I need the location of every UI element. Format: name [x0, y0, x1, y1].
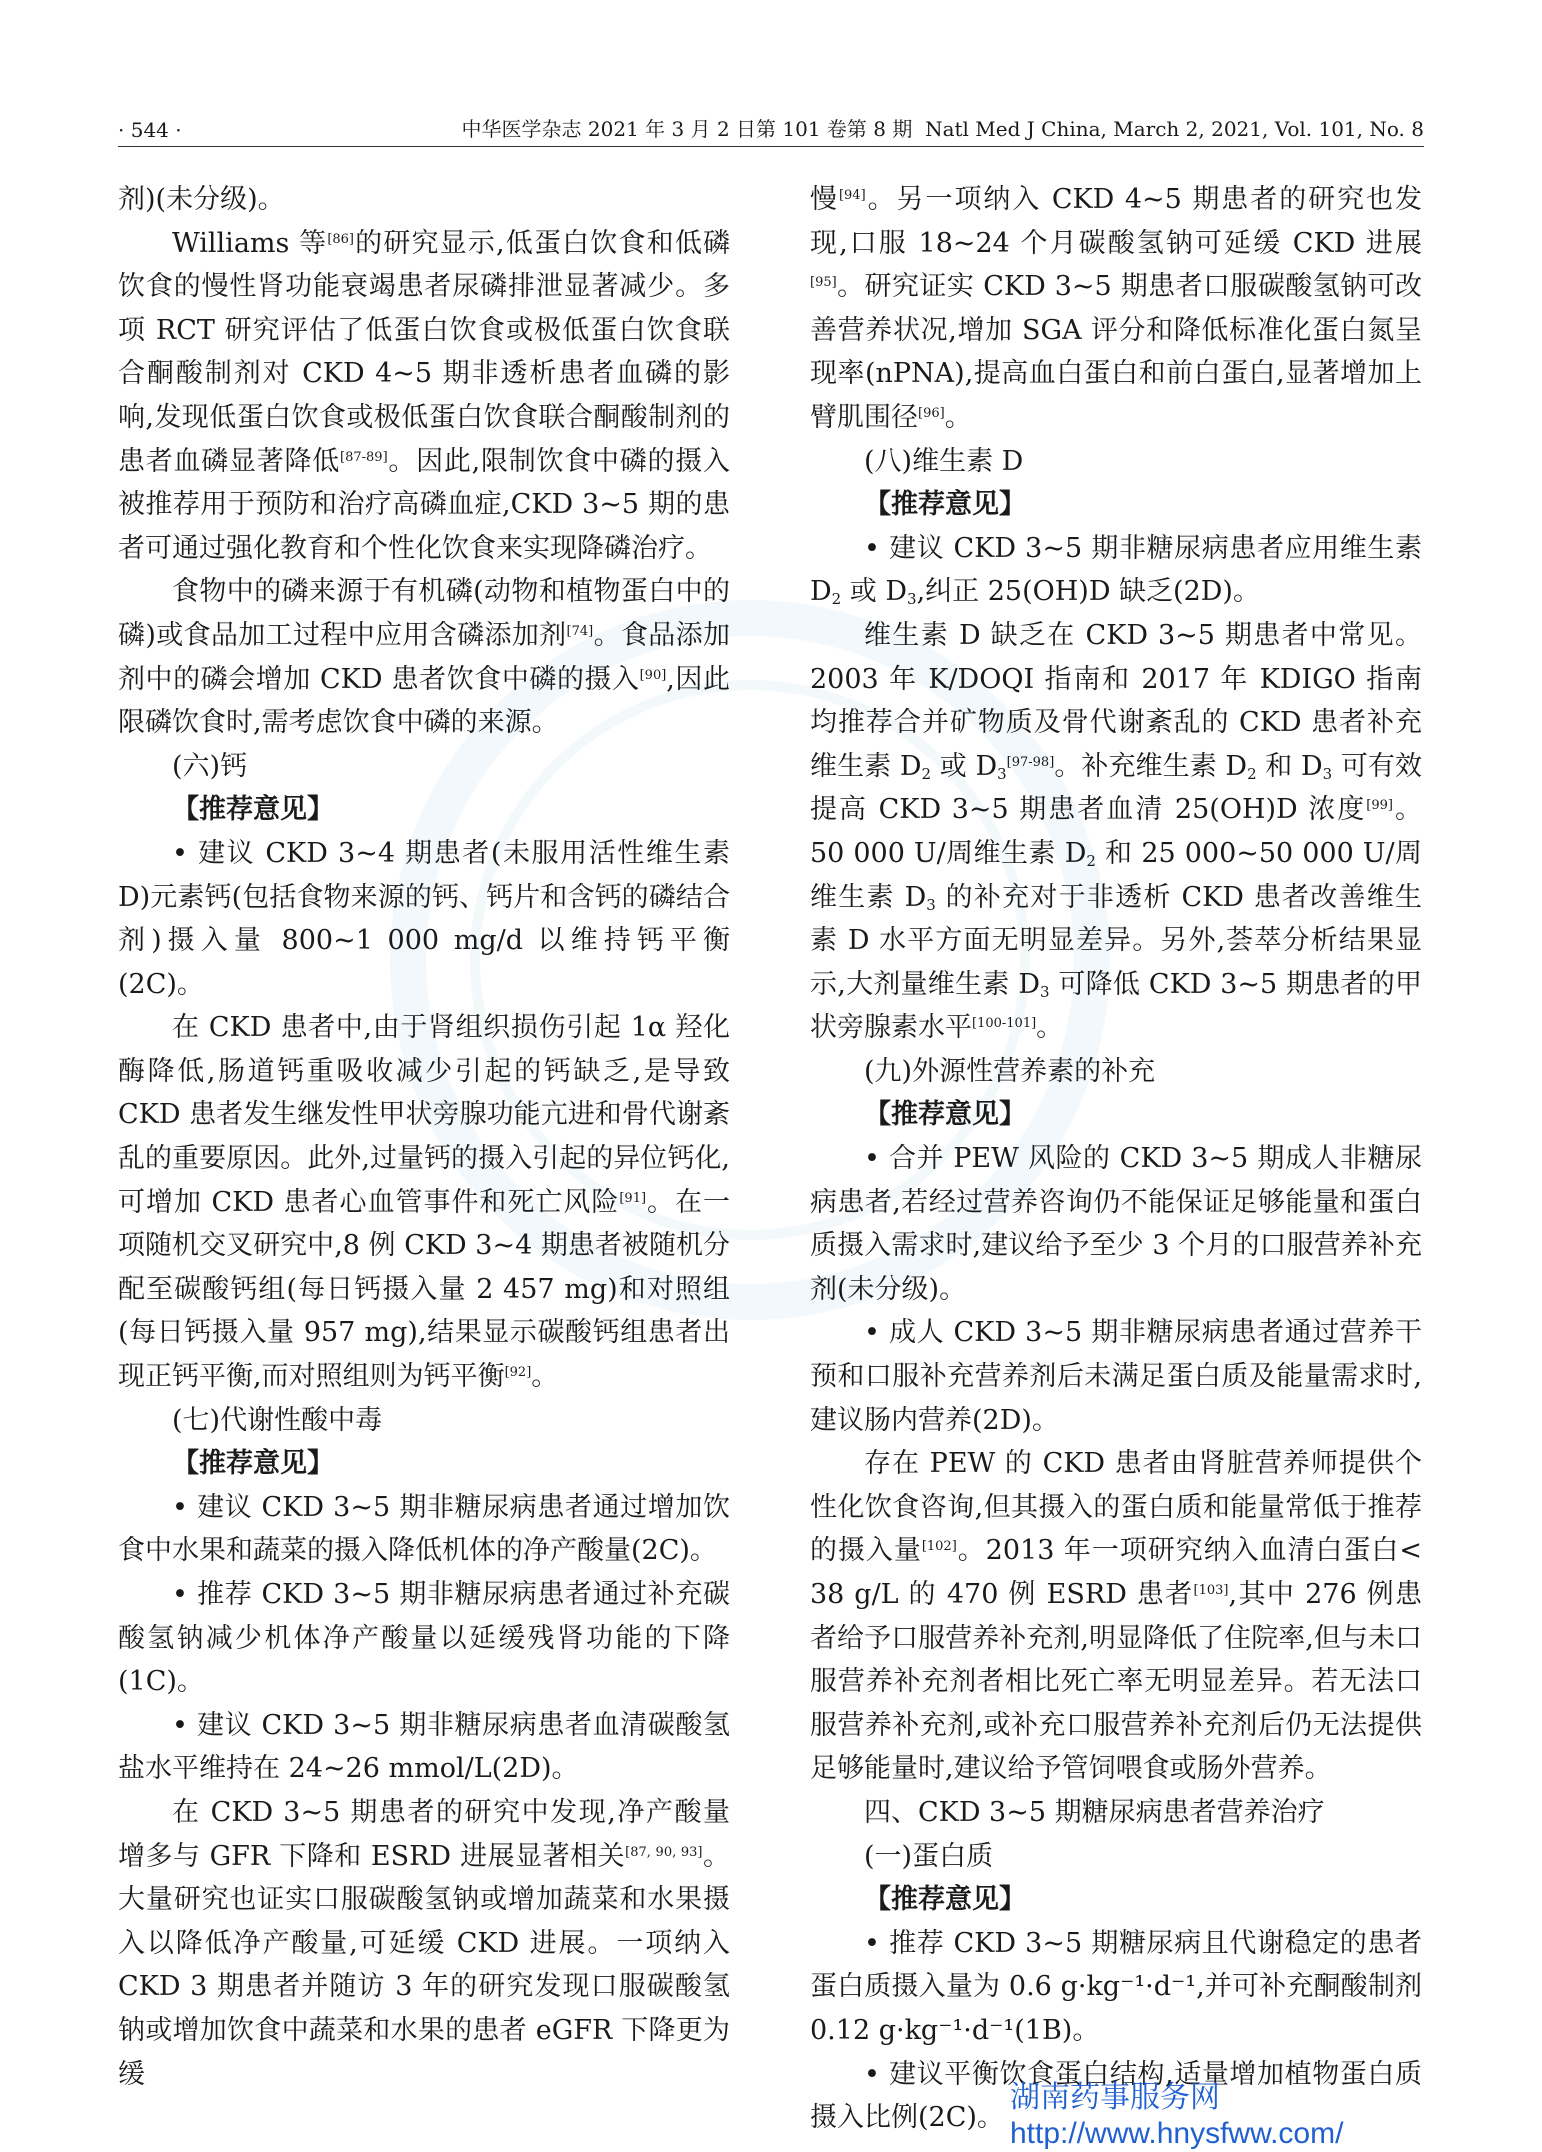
recommendation: • 建议平衡饮食蛋白结构,适量增加植物蛋白质摄入比例(2C)。 [810, 2058, 1422, 2134]
paragraph: 食物中的磷来源于有机磷(动物和植物蛋白中的磷)或食品加工过程中应用含磷添加剂[74]。食品添加剂中的磷会增加 CKD 患者饮食中磷的摄入[90],因此限磷饮食时,需考虑饮食中磷的来源。 [118, 576, 730, 739]
left-column [118, 178, 730, 2096]
recommendation: • 建议 CKD 3~5 期非糖尿病患者通过增加饮食中水果和蔬菜的摄入降低机体的净产酸量(2C)。 [118, 1491, 730, 1567]
site-url[interactable]: http://www.hnysfww.com/ [1010, 2117, 1344, 2150]
paragraph: Williams 等[86]的研究显示,低蛋白饮食和低磷饮食的慢性肾功能衰竭患者尿磷排泄显著减少。多项 RCT 研究评估了低蛋白饮食或极低蛋白饮食联合酮酸制剂对 CKD 4~5 期非透析患者血磷的影响,发现低蛋白饮食或极低蛋白饮食联合酮酸制剂的患者血磷显著降低[87-89]。因此,限制饮食中磷的摄入被推荐用于预防和治疗高磷血症,CKD 3~5 期的患者可通过强化教育和个性化饮食来实现降磷治疗。 [118, 227, 730, 564]
journal-citation: 中华医学杂志 2021 年 3 月 2 日第 101 卷第 8 期 Natl Med J China, March 2, 2021, Vol. 101, No. 8 [461, 117, 1424, 141]
footer-website[interactable] [1010, 2080, 1343, 2152]
site-name: 湖南药事服务网 [1010, 2081, 1220, 2114]
section-heading: (七)代谢性酸中毒 [172, 1404, 383, 1436]
recommendation-label: 【推荐意见】 [864, 489, 1026, 521]
header-rule [118, 146, 1424, 147]
recommendation: • 推荐 CKD 3~5 期糖尿病且代谢稳定的患者蛋白质摄入量为 0.6 g·kg⁻¹·d⁻¹,并可补充酮酸制剂 0.12 g·kg⁻¹·d⁻¹(1B)。 [810, 1927, 1422, 2046]
recommendation: • 合并 PEW 风险的 CKD 3~5 期成人非糖尿病患者,若经过营养咨询仍不能保证足够能量和蛋白质摄入需求时,建议给予至少 3 个月的口服营养补充剂(未分级)。 [810, 1143, 1422, 1305]
recommendation: • 建议 CKD 3~5 期非糖尿病患者血清碳酸氢盐水平维持在 24~26 mmol/L(2D)。 [118, 1709, 730, 1785]
recommendation: • 成人 CKD 3~5 期非糖尿病患者通过营养干预和口服补充营养剂后未满足蛋白质及能量需求时,建议肠内营养(2D)。 [810, 1317, 1422, 1436]
section-heading: (八)维生素 D [864, 445, 1024, 477]
recommendation: • 建议 CKD 3~4 期患者(未服用活性维生素 D)元素钙(包括食物来源的钙、钙片和含钙的磷结合剂)摄入量 800~1 000 mg/d 以维持钙平衡(2C)。 [118, 837, 730, 1000]
paragraph: 在 CKD 患者中,由于肾组织损伤引起 1α 羟化酶降低,肠道钙重吸收减少引起的钙缺乏,是导致 CKD 患者发生继发性甲状旁腺功能亢进和骨代谢紊乱的重要原因。此外,过量钙的摄入引起的异位钙化,可增加 CKD 患者心血管事件和死亡风险[91]。在一项随机交叉研究中,8 例 CKD 3~4 期患者被随机分配至碳酸钙组(每日钙摄入量 2 457 mg)和对照组(每日钙摄入量 957 mg),结果显示碳酸钙组患者出现正钙平衡,而对照组则为钙平衡[92]。 [118, 1012, 730, 1393]
right-column [810, 178, 1422, 2140]
recommendation-label: 【推荐意见】 [172, 794, 334, 826]
paragraph: 剂)(未分级)。 [118, 184, 285, 215]
paragraph: 在 CKD 3~5 期患者的研究中发现,净产酸量增多与 GFR 下降和 ESRD 进展显著相关[87, 90, 93]。大量研究也证实口服碳酸氢钠或增加蔬菜和水果摄入以降低净产酸量,可延缓 CKD 进展。一项纳入 CKD 3 期患者并随访 3 年的研究发现口服碳酸氢钠或增加饮食中蔬菜和水果的患者 eGFR 下降更为缓 [118, 1796, 730, 2090]
paragraph: 慢[94]。另一项纳入 CKD 4~5 期患者的研究也发现,口服 18~24 个月碳酸氢钠可延缓 CKD 进展[95]。研究证实 CKD 3~5 期患者口服碳酸氢钠可改善营养状况,增加 SGA 评分和降低标准化蛋白氮呈现率(nPNA),提高血白蛋白和前白蛋白,显著增加上臂肌围径[96]。 [810, 184, 1422, 433]
recommendation-label: 【推荐意见】 [864, 1099, 1026, 1131]
section-heading: 四、CKD 3~5 期糖尿病患者营养治疗 [864, 1796, 1325, 1828]
section-heading: (九)外源性营养素的补充 [864, 1055, 1156, 1087]
section-heading: (一)蛋白质 [864, 1840, 994, 1872]
page-number: · 544 · [118, 118, 182, 142]
paragraph: 维生素 D 缺乏在 CKD 3~5 期患者中常见。2003 年 K/DOQI 指南和 2017 年 KDIGO 指南均推荐合并矿物质及骨代谢紊乱的 CKD 患者补充维生素 $D_2$ 或 $D_3[97-98]$。补充维生素 $D_2$ 和 $D_3$ 可有效提高 CKD 3~5 期患者血清 25(OH)D 浓度[99]。50 000 U/周维生素 $D_2$ 和 25 000~50 000 U/周维生素 $D_3$ 的补充对于非透析 CKD 患者改善维生素 D 水平方面无明显差异。另外,荟萃分析结果显示,大剂量维生素 $D_3$ 可降低 CKD 3~5 期患者的甲状旁腺素水平[100-101]。 [810, 619, 1423, 1044]
recommendation-label: 【推荐意见】 [172, 1448, 334, 1480]
recommendation: • 建议 CKD 3~5 期非糖尿病患者应用维生素 $D_2$ 或 $D_3$,纠正 25(OH)D 缺乏(2D)。 [810, 532, 1422, 609]
recommendation-label: 【推荐意见】 [864, 1884, 1026, 1916]
section-heading: (六)钙 [172, 750, 248, 782]
recommendation: • 推荐 CKD 3~5 期非糖尿病患者通过补充碳酸氢钠减少机体净产酸量以延缓残肾功能的下降(1C)。 [118, 1579, 730, 1698]
running-header [118, 108, 1424, 142]
paragraph: 存在 PEW 的 CKD 患者由肾脏营养师提供个性化饮食咨询,但其摄入的蛋白质和能量常低于推荐的摄入量[102]。2013 年一项研究纳入血清白蛋白< 38 g/L 的 470 例 ESRD 患者[103],其中 276 例患者给予口服营养补充剂,明显降低了住院率,但与未口服营养补充剂者相比死亡率无明显差异。若无法口服营养补充剂,或补充口服营养补充剂后仍无法提供足够能量时,建议给予管饲喂食或肠外营养。 [810, 1448, 1422, 1785]
